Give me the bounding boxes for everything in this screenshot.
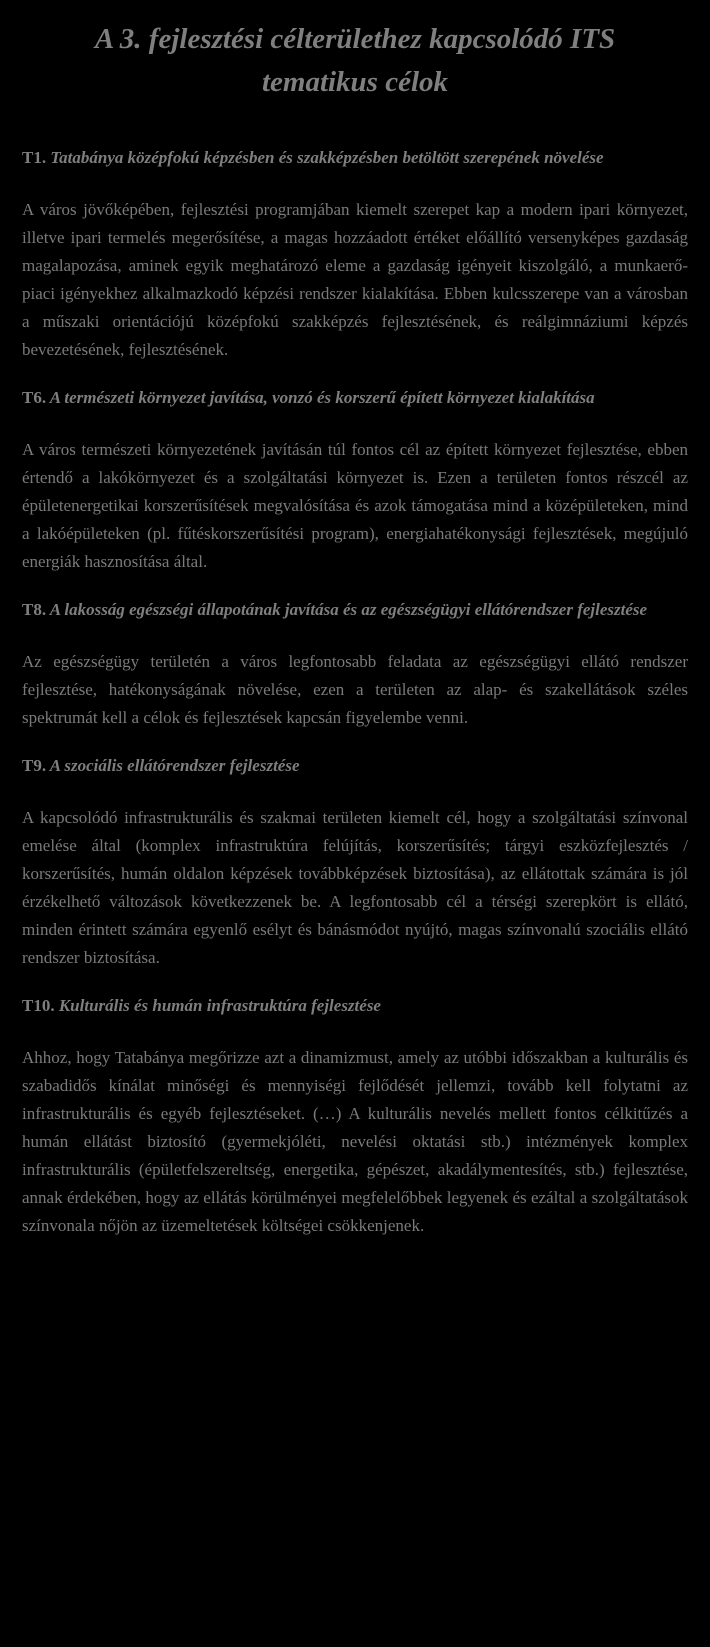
- section-heading: [22, 144, 688, 172]
- section-t1: [22, 144, 688, 364]
- document-title-line-2: tematikus célok: [261, 66, 449, 98]
- section-code: T8.: [22, 600, 47, 619]
- document-title-line-1: A 3. fejlesztési célterülethez kapcsolódó ITS: [94, 23, 616, 55]
- section-t8: [22, 596, 688, 732]
- section-t10: [22, 992, 688, 1240]
- section-heading-text: Tatabánya középfokú képzésben és szakképzésben betöltött szerepének növelése: [50, 148, 604, 167]
- section-body: A város természeti környezetének javításán túl fontos cél az épített környezet fejlesztése, ebben értendő a lakókörnyezet és a szolgáltatási környezet is. Ezen a területen fontos részcél az épületenergetikai korszerűsítések megvalósítása és azok támogatása mind a középületeken, mind a lakóépületeken (pl. fűtéskorszerűsítési program), energiahatékonysági fejlesztések, megújuló energiák hasznosítása által.: [22, 440, 688, 571]
- section-t6: [22, 384, 688, 576]
- section-heading: [22, 596, 688, 624]
- section-t9: [22, 752, 688, 972]
- section-code: T1.: [22, 148, 47, 167]
- section-body: A város jövőképében, fejlesztési programjában kiemelt szerepet kap a modern ipari környezet, illetve ipari termelés megerősítése, a magas hozzáadott értéket előállító versenyképes gazdaság magalapozása, aminek egyik meghatározó eleme a gazdaság igényeit kiszolgáló, a munkaerő-piaci igényekhez alkalmazkodó képzési rendszer kialakítása. Ebben kulcsszerepe van a városban a műszaki orientációjú középfokú szakképzés fejlesztésének, és reálgimnáziumi képzés bevezetésének, fejlesztésének.: [22, 200, 688, 359]
- section-heading: [22, 992, 688, 1020]
- document-title: [22, 18, 688, 104]
- section-heading-text: A szociális ellátórendszer fejlesztése: [49, 756, 300, 775]
- section-code: T9.: [22, 756, 47, 775]
- section-body: Ahhoz, hogy Tatabánya megőrizze azt a dinamizmust, amely az utóbbi időszakban a kulturális és szabadidős kínálat minőségi és mennyiségi fejlődését jellemzi, tovább kell folytatni az infrastrukturális és egyéb fejlesztéseket. (…) A kulturális nevelés mellett fontos célkitűzés a humán ellátást biztosító (gyermekjóléti, nevelési oktatási stb.) intézmények komplex infrastrukturális (épületfelszereltség, energetika, gépészet, akadálymentesítés, stb.) fejlesztése, annak érdekében, hogy az ellátás körülményei megfelelőbbek legyenek és ezáltal a szolgáltatások színvonala nőjön az üzemeltetések költségei csökkenjenek.: [22, 1048, 688, 1235]
- section-heading: [22, 752, 688, 780]
- section-heading-text: A lakosság egészségi állapotának javítása és az egészségügyi ellátórendszer fejlesztése: [49, 600, 648, 619]
- section-code: T10.: [22, 996, 55, 1015]
- section-heading-text: A természeti környezet javítása, vonzó és korszerű épített környezet kialakítása: [49, 388, 595, 407]
- section-heading: [22, 384, 688, 412]
- section-body: A kapcsolódó infrastrukturális és szakmai területen kiemelt cél, hogy a szolgáltatási színvonal emelése által (komplex infrastruktúra felújítás, korszerűsítés; tárgyi eszközfejlesztés / korszerűsítés, humán oldalon képzések továbbképzések biztosítása), az ellátottak számára is jól érzékelhető változások következzenek be. A legfontosabb cél a térségi szerepkört is ellátó, minden érintett számára egyenlő esélyt és bánásmódot nyújtó, magas színvonalú szociális ellátó rendszer biztosítása.: [22, 808, 688, 967]
- section-heading-text: Kulturális és humán infrastruktúra fejlesztése: [58, 996, 381, 1015]
- section-code: T6.: [22, 388, 47, 407]
- section-body: Az egészségügy területén a város legfontosabb feladata az egészségügyi ellátó rendszer fejlesztése, hatékonyságának növelése, ezen a területen az alap- és szakellátások széles spektrumát kell a célok és fejlesztések kapcsán figyelembe venni.: [22, 652, 688, 727]
